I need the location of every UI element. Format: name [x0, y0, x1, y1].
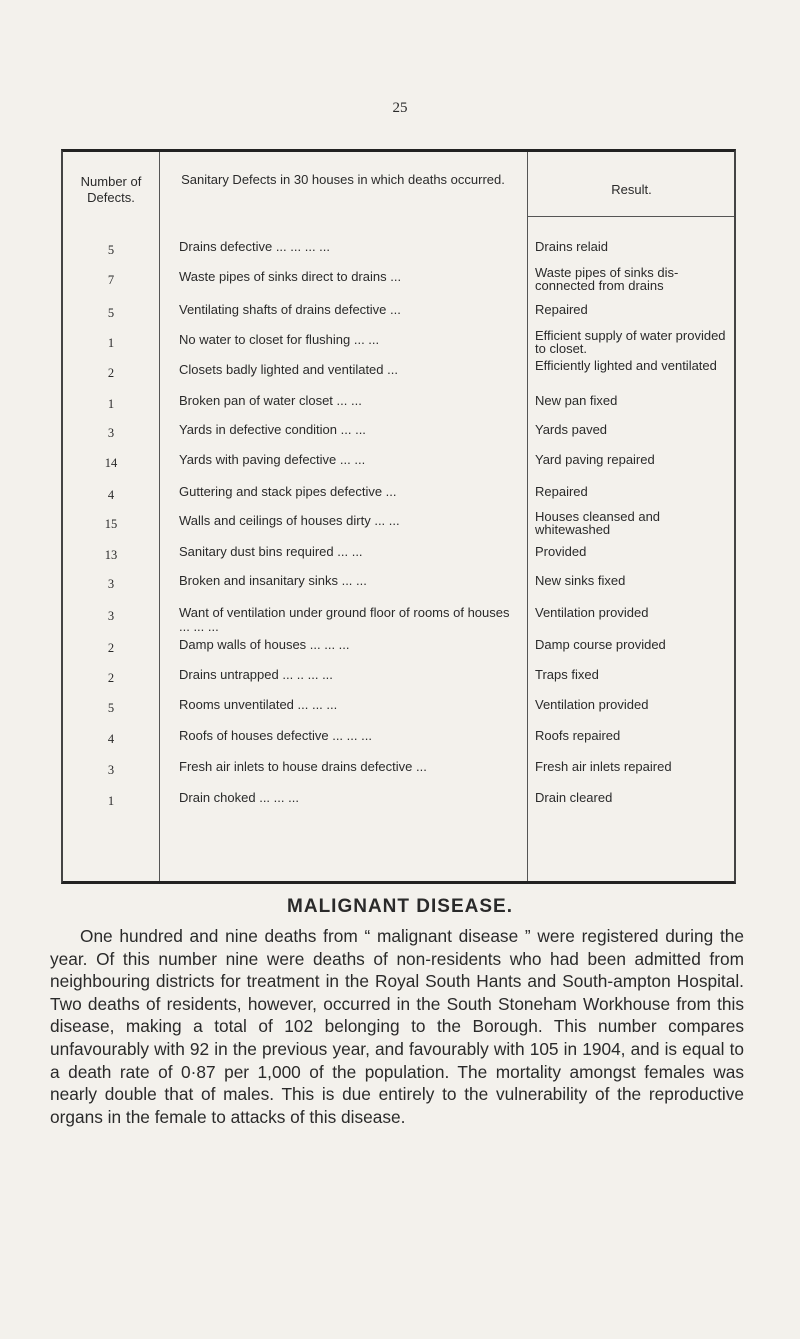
defect-description: Drain choked ... ... ...: [179, 790, 299, 805]
defect-result: Yard paving repaired: [535, 452, 655, 467]
defect-result: Roofs repaired: [535, 728, 621, 743]
header-rule: [527, 216, 734, 217]
defect-result: Efficient supply of water provided to closet.: [535, 328, 726, 356]
header-number-of-defects: Number of Defects.: [80, 174, 142, 205]
defect-result: Repaired: [535, 302, 588, 317]
defect-count: 3: [107, 763, 115, 777]
defect-count: 5: [107, 701, 115, 715]
defect-result: Damp course provided: [535, 637, 666, 652]
defect-description: Guttering and stack pipes defective ...: [179, 484, 397, 499]
defect-count: 14: [104, 456, 118, 470]
defect-count: 15: [104, 517, 118, 531]
defect-result: Waste pipes of sinks dis-connected from drains: [535, 265, 679, 293]
defect-description: Drains defective ... ... ... ...: [179, 239, 330, 254]
defect-result: Houses cleansed and whitewashed: [535, 509, 661, 537]
defect-description: Walls and ceilings of houses dirty ... ...: [179, 513, 400, 528]
defect-count: 5: [107, 306, 115, 320]
defect-result: Ventilation provided: [535, 605, 649, 620]
defect-description: Broken and insanitary sinks ... ...: [179, 573, 367, 588]
defect-result: Drain cleared: [535, 790, 613, 805]
sanitary-defects-table: [61, 149, 736, 884]
defect-result: Efficiently lighted and ventilated: [535, 358, 717, 373]
column-divider: [159, 152, 160, 881]
defect-count: 4: [107, 488, 115, 502]
header-sanitary-defects: Sanitary Defects in 30 houses in which deaths occurred.: [181, 172, 505, 187]
defect-count: 7: [107, 273, 115, 287]
defect-result: Provided: [535, 544, 587, 559]
defect-count: 3: [107, 609, 115, 623]
defect-count: 2: [107, 366, 115, 380]
defect-count: 13: [104, 548, 118, 562]
defect-description: Yards in defective condition ... ...: [179, 422, 366, 437]
defect-count: 1: [107, 336, 115, 350]
defect-count: 2: [107, 641, 115, 655]
body-paragraph: One hundred and nine deaths from “ malignant disease ” were registered during the year. Of this number nine were deaths of non-residents who had been admitted from neighbouring districts for treatment in the Royal South Hants and South-ampton Hospital. Two deaths of residents, however, occurred in the South Stoneham Workhouse from this disease, making a total of 102 belonging to the Borough. This number compares unfavourably with 92 in the previous year, and favourably with 105 in 1904, and is equal to a death rate of 0·87 per 1,000 of the population. The mortality amongst females was nearly double that of males. This is due entirely to the vulnerability of the reproductive organs in the female to attacks of this disease.: [50, 926, 744, 1127]
defect-description: Fresh air inlets to house drains defective ...: [179, 759, 427, 774]
defect-count: 3: [107, 577, 115, 591]
page-number: 25: [392, 100, 408, 116]
defect-count: 1: [107, 397, 115, 411]
header-result: Result.: [611, 182, 652, 197]
defect-result: Yards paved: [535, 422, 608, 437]
defect-description: Waste pipes of sinks direct to drains ...: [179, 269, 402, 284]
defect-result: Traps fixed: [535, 667, 599, 682]
defect-description: Broken pan of water closet ... ...: [179, 393, 362, 408]
defect-description: Ventilating shafts of drains defective ...: [179, 302, 401, 317]
defect-description: Sanitary dust bins required ... ...: [179, 544, 363, 559]
section-heading: MALIGNANT DISEASE.: [287, 896, 513, 917]
defect-result: New sinks fixed: [535, 573, 626, 588]
defect-description: Damp walls of houses ... ... ...: [179, 637, 350, 652]
defect-count: 3: [107, 426, 115, 440]
defect-description: Yards with paving defective ... ...: [179, 452, 366, 467]
defect-count: 2: [107, 671, 115, 685]
defect-description: Drains untrapped ... .. ... ...: [179, 667, 333, 682]
column-divider: [527, 152, 528, 881]
defect-description: Rooms unventilated ... ... ...: [179, 697, 338, 712]
defect-result: Fresh air inlets repaired: [535, 759, 672, 774]
defect-result: Drains relaid: [535, 239, 608, 254]
defect-count: 1: [107, 794, 115, 808]
defect-description: Roofs of houses defective ... ... ...: [179, 728, 372, 743]
defect-description: Want of ventilation under ground floor of rooms of houses ... ... ...: [179, 605, 510, 634]
defect-description: Closets badly lighted and ventilated ...: [179, 362, 398, 377]
defect-result: New pan fixed: [535, 393, 618, 408]
defect-count: 4: [107, 732, 115, 746]
defect-result: Repaired: [535, 484, 588, 499]
defect-result: Ventilation provided: [535, 697, 649, 712]
defect-description: No water to closet for flushing ... ...: [179, 332, 380, 347]
defect-count: 5: [107, 243, 115, 257]
